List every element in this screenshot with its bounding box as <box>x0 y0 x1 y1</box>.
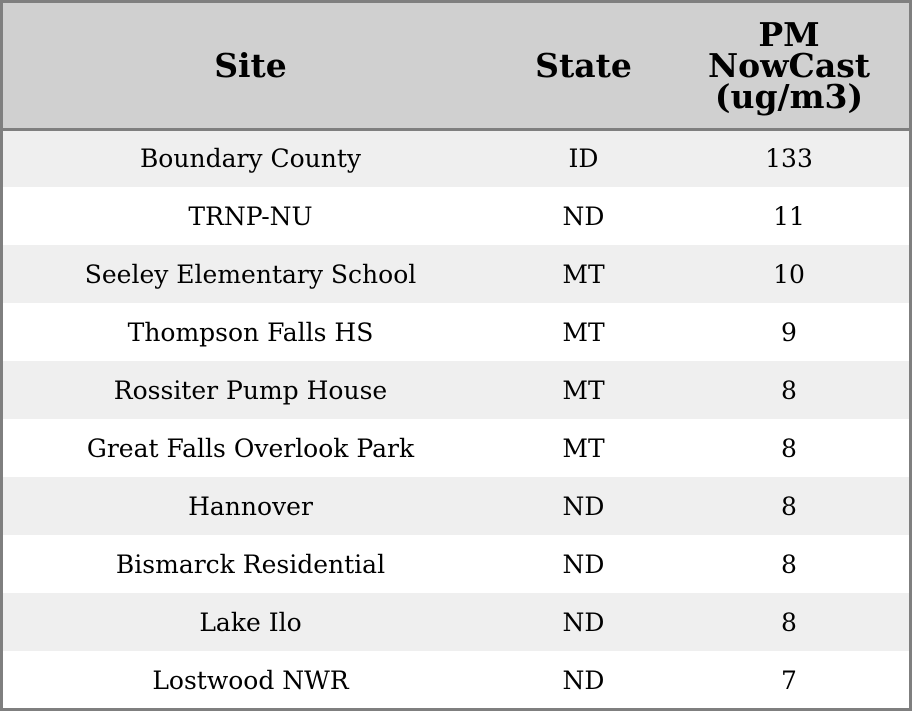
cell-site: Bismarck Residential <box>115 549 386 579</box>
table-row <box>3 419 909 477</box>
cell-pm-value: 8 <box>781 375 797 405</box>
table-body <box>3 129 909 709</box>
cell-state: MT <box>562 375 605 405</box>
cell-state: MT <box>562 259 605 289</box>
cell-state: ND <box>562 549 605 579</box>
table-row <box>3 535 909 593</box>
header-site: Site <box>3 3 498 129</box>
cell-site: Hannover <box>188 491 313 521</box>
cell-pm-value: 8 <box>781 433 797 463</box>
cell-state: MT <box>562 317 605 347</box>
cell-site: Lostwood NWR <box>152 665 349 695</box>
cell-state: MT <box>562 433 605 463</box>
cell-site: Seeley Elementary School <box>84 259 417 289</box>
cell-state: ND <box>562 201 605 231</box>
cell-site: Boundary County <box>139 144 362 174</box>
cell-state: ID <box>568 144 599 174</box>
cell-pm-value: 8 <box>781 607 797 637</box>
pm-nowcast-table <box>3 3 909 709</box>
table-row <box>3 477 909 535</box>
header-pm-nowcast <box>669 3 909 129</box>
cell-pm-value: 9 <box>781 317 797 347</box>
table-row <box>3 651 909 709</box>
table-row <box>3 303 909 361</box>
header-row <box>3 3 909 129</box>
header-pm-line-1: PM <box>758 14 820 54</box>
cell-pm-value: 8 <box>781 549 797 579</box>
cell-site: Rossiter Pump House <box>113 375 388 405</box>
table-row <box>3 245 909 303</box>
cell-site: Great Falls Overlook Park <box>86 433 415 463</box>
table-row <box>3 129 909 187</box>
header-pm-line-2: NowCast <box>707 45 871 85</box>
table-row <box>3 361 909 419</box>
cell-site: TRNP-NU <box>188 201 313 231</box>
header-pm-line-3: (ug/m3) <box>714 76 864 116</box>
cell-pm-value: 133 <box>765 144 813 174</box>
cell-state: ND <box>562 665 605 695</box>
cell-pm-value: 8 <box>781 491 797 521</box>
cell-site: Lake Ilo <box>199 607 302 637</box>
table-row <box>3 187 909 245</box>
cell-pm-value: 10 <box>773 259 805 289</box>
table-header <box>3 3 909 129</box>
cell-pm-value: 11 <box>773 201 805 231</box>
cell-state: ND <box>562 607 605 637</box>
header-state: State <box>498 3 669 129</box>
table-row <box>3 593 909 651</box>
cell-site: Thompson Falls HS <box>127 317 374 347</box>
cell-state: ND <box>562 491 605 521</box>
cell-pm-value: 7 <box>781 665 797 695</box>
